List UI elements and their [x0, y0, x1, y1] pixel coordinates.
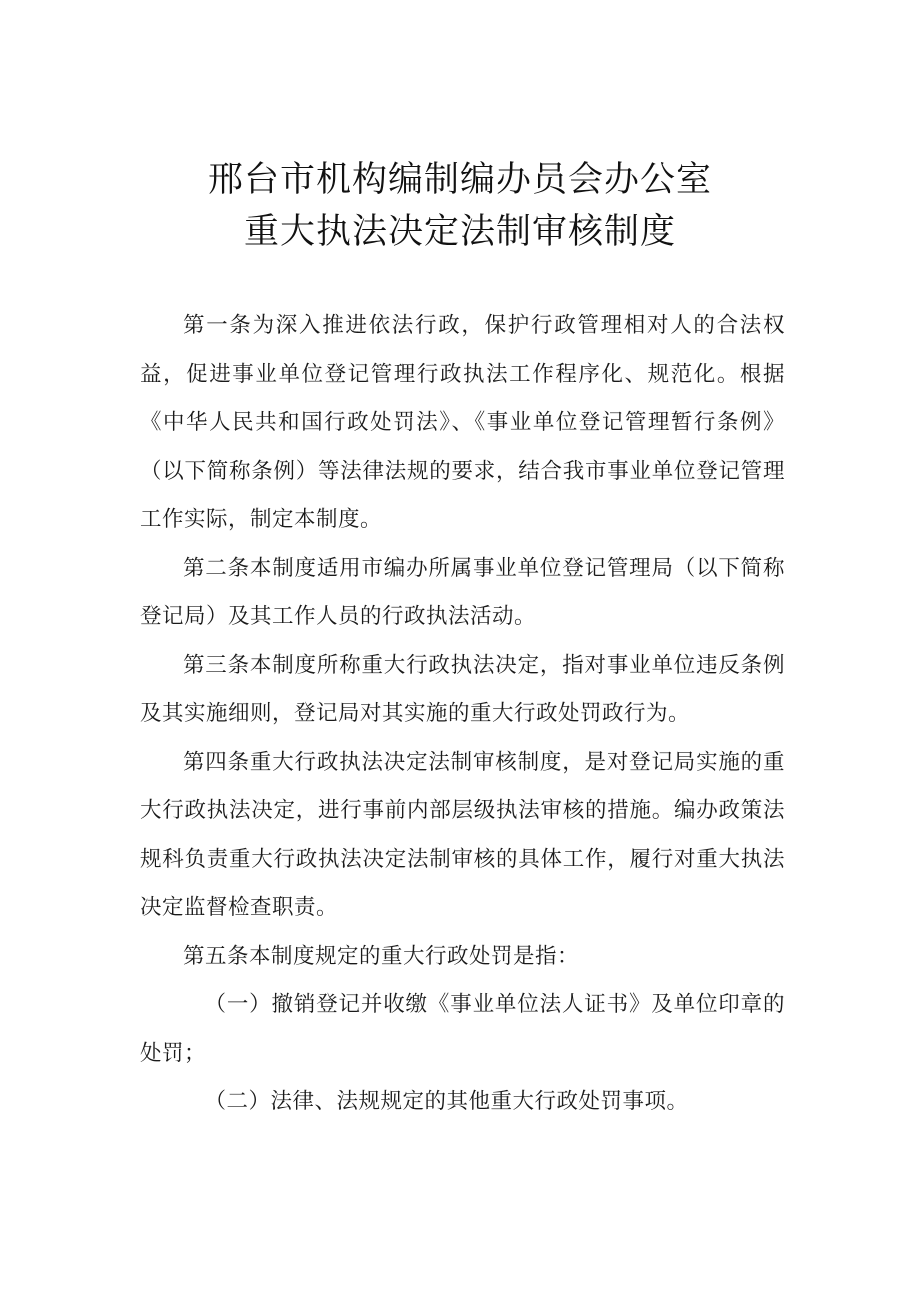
- document-title-line-2: 重大执法决定法制审核制度: [243, 212, 676, 252]
- article-5-item-2: （二）法律、法规规定的其他重大行政处罚事项。: [204, 1089, 689, 1114]
- article-4: 第四条重大行政执法决定法制审核制度，是对登记局实施的重大行政执法决定，进行事前内部层级执法审核的措施。编办政策法规科负责重大行政执法决定法制审核的具体工作，履行对重大执法决定监督检查职责。: [140, 749, 785, 920]
- document-body: [140, 302, 785, 1127]
- document-title-line-1: 邢台市机构编制编办员会办公室: [207, 160, 712, 200]
- article-5-item-1: （一）撤销登记并收缴《事业单位法人证书》及单位印章的处罚；: [140, 992, 785, 1066]
- article-1: 第一条为深入推进依法行政，保护行政管理相对人的合法权益，促进事业单位登记管理行政执法工作程序化、规范化。根据《中华人民共和国行政处罚法》、《事业单位登记管理暂行条例》（以下简称条例）等法律法规的要求，结合我市事业单位登记管理工作实际，制定本制度。: [140, 313, 785, 532]
- article-5: 第五条本制度规定的重大行政处罚是指：: [183, 943, 580, 969]
- article-3: 第三条本制度所称重大行政执法决定，指对事业单位违反条例及其实施细则，登记局对其实施的重大行政处罚政行为。: [140, 652, 785, 726]
- article-2: 第二条本制度适用市编办所属事业单位登记管理局（以下简称登记局）及其工作人员的行政执法活动。: [140, 555, 785, 629]
